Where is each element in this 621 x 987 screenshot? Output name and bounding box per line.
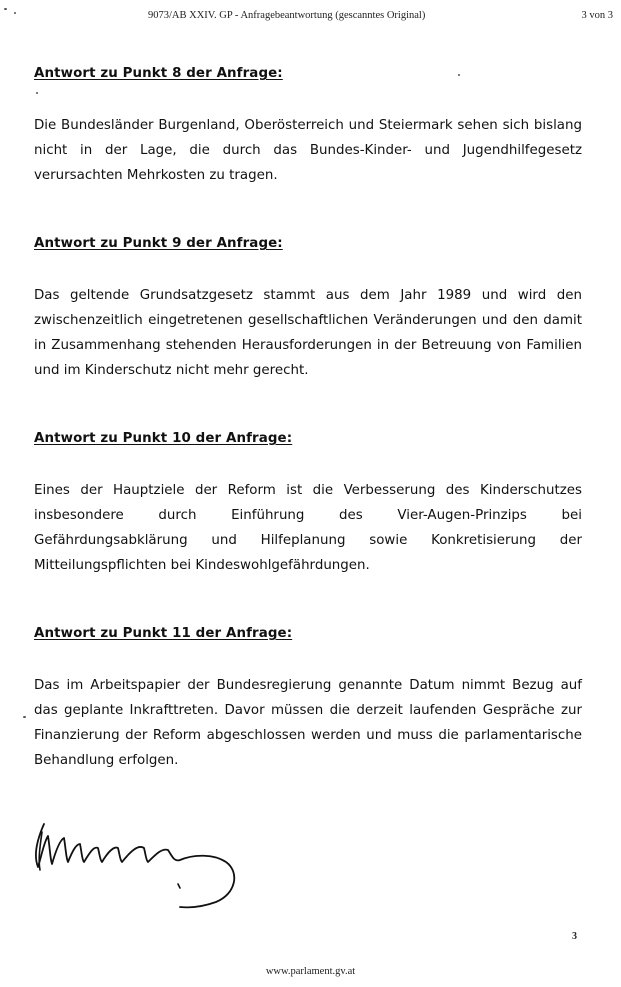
answer-section-8 [34,66,582,188]
section-body: Das geltende Grundsatzgesetz stammt aus dem Jahr 1989 und wird den zwischenzeitlich eingetretenen gesellschaftlichen Veränderungen und den damit in Zusammenhang stehenden Herausforderungen in der Betreuung von Familien und im Kinderschutz nicht mehr gerecht. [34,288,582,378]
scan-speck [23,716,26,718]
section-heading: Antwort zu Punkt 8 der Anfrage: [34,66,283,81]
section-body: Die Bundesländer Burgenland, Oberösterreich und Steiermark sehen sich bislang nicht in der Lage, die durch das Bundes-Kinder- und Jugendhilfegesetz verursachten Mehrkosten zu tragen. [34,118,582,183]
answer-section-9 [34,236,582,383]
page-number: 3 [572,931,577,942]
answer-section-11 [34,626,582,773]
handwritten-signature [30,812,260,912]
section-heading: Antwort zu Punkt 11 der Anfrage: [34,626,293,641]
section-heading: Antwort zu Punkt 10 der Anfrage: [34,431,293,446]
answer-section-10 [34,431,582,578]
section-heading: Antwort zu Punkt 9 der Anfrage: [34,236,283,251]
section-body: Das im Arbeitspapier der Bundesregierung genannte Datum nimmt Bezug auf das geplante Inkrafttreten. Davor müssen die derzeit laufenden Gespräche zur Finanzierung der Reform abgeschlossen werden und muss die parlamentarische Behandlung erfolgen. [34,678,582,768]
page-count: 3 von 3 [581,10,613,21]
section-body: Eines der Hauptziele der Reform ist die Verbesserung des Kinderschutzes insbesondere durch Einführung des Vier-Augen-Prinzips bei Gefährdungsabklärung und Hilfeplanung sowie Konkretisierung der Mitteilungspflichten bei Kindeswohlgefährdungen. [34,483,582,573]
scan-speck [4,8,7,10]
document-title: 9073/AB XXIV. GP - Anfragebeantwortung (gescanntes Original) [148,10,426,21]
scan-speck [14,12,16,14]
footer-url: www.parlament.gv.at [265,966,356,977]
